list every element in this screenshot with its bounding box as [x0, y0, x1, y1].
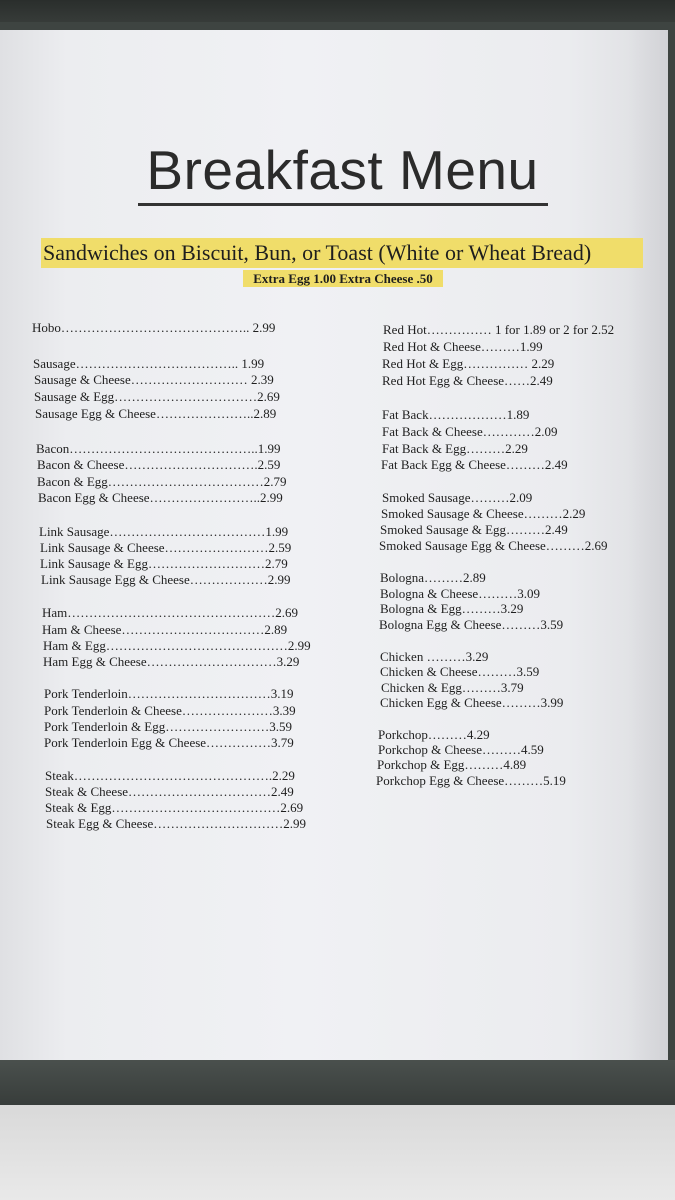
menu-item-left: Hobo…………………………………….. 2.99: [32, 320, 276, 335]
menu-item-right: Chicken & Cheese………3.59: [380, 664, 540, 679]
menu-item-right: Bologna Egg & Cheese………3.59: [379, 617, 564, 632]
menu-item-right: Fat Back & Egg………2.29: [382, 441, 528, 456]
menu-item-left: Steak & Cheese……………………………2.49: [45, 784, 294, 799]
menu-item-left: Sausage & Egg……………………………2.69: [34, 389, 280, 404]
menu-item-right: Porkchop………4.29: [378, 727, 490, 742]
menu-item-right: Fat Back & Cheese…………2.09: [382, 424, 558, 439]
menu-item-right: Porkchop Egg & Cheese………5.19: [376, 773, 566, 788]
menu-subtitle-highlight: Sandwiches on Biscuit, Bun, or Toast (White or Wheat Bread): [41, 238, 643, 268]
menu-item-left: Ham…………………………………………2.69: [42, 605, 299, 620]
menu-item-left: Ham Egg & Cheese…………………………3.29: [43, 654, 300, 669]
menu-item-left: Steak & Egg…………………………………2.69: [45, 800, 304, 815]
menu-item-left: Bacon & Cheese………………………….2.59: [37, 457, 281, 472]
menu-item-left: Bacon Egg & Cheese……………………..2.99: [38, 490, 283, 505]
menu-item-right: Fat Back Egg & Cheese………2.49: [381, 457, 568, 472]
menu-item-right: Chicken ………3.29: [380, 649, 489, 664]
menu-item-right: Smoked Sausage & Egg………2.49: [380, 522, 568, 537]
menu-item-left: Bacon……………………………………..1.99: [36, 441, 281, 456]
menu-item-left: Sausage & Cheese……………………… 2.39: [34, 372, 274, 387]
menu-item-left: Steak……………………………………….2.29: [45, 768, 295, 783]
menu-extras-highlight: Extra Egg 1.00 Extra Cheese .50: [243, 270, 443, 287]
title-underline: [138, 203, 548, 206]
menu-item-right: Chicken Egg & Cheese………3.99: [380, 695, 564, 710]
menu-item-left: Sausage……………………………….. 1.99: [33, 356, 265, 371]
menu-item-left: Ham & Cheese……………………………2.89: [42, 622, 288, 637]
menu-item-right: Bologna & Cheese………3.09: [380, 586, 540, 601]
menu-item-left: Pork Tenderloin Egg & Cheese……………3.79: [44, 735, 294, 750]
menu-item-left: Ham & Egg……………………………………2.99: [43, 638, 311, 653]
menu-item-right: Porkchop & Egg………4.89: [377, 757, 527, 772]
menu-item-right: Red Hot & Cheese………1.99: [383, 339, 543, 354]
menu-item-right: Red Hot…………… 1 for 1.89 or 2 for 2.52: [383, 322, 615, 337]
menu-item-left: Pork Tenderloin & Egg……………………3.59: [44, 719, 293, 734]
menu-item-left: Steak Egg & Cheese…………………………2.99: [46, 816, 306, 831]
menu-item-left: Link Sausage………………………………1.99: [39, 524, 289, 539]
menu-item-right: Bologna & Egg………3.29: [380, 601, 524, 616]
menu-item-right: Porkchop & Cheese………4.59: [378, 742, 544, 757]
menu-item-left: Pork Tenderloin & Cheese…………………3.39: [44, 703, 296, 718]
menu-item-right: Fat Back………………1.89: [382, 407, 530, 422]
table-surface: [0, 1105, 675, 1200]
menu-item-left: Link Sausage & Egg………………………2.79: [40, 556, 288, 571]
menu-item-left: Pork Tenderloin……………………………3.19: [44, 686, 294, 701]
menu-item-left: Link Sausage Egg & Cheese………………2.99: [41, 572, 291, 587]
menu-item-left: Sausage Egg & Cheese…………………..2.89: [35, 406, 277, 421]
menu-item-right: Smoked Sausage Egg & Cheese………2.69: [379, 538, 608, 553]
menu-item-left: Bacon & Egg………………………………2.79: [37, 474, 287, 489]
menu-title: Breakfast Menu: [146, 139, 539, 201]
menu-item-right: Red Hot & Egg…………… 2.29: [382, 356, 555, 371]
menu-item-right: Smoked Sausage & Cheese………2.29: [381, 506, 586, 521]
menu-item-right: Red Hot Egg & Cheese……2.49: [382, 373, 553, 388]
menu-item-right: Bologna………2.89: [380, 570, 486, 585]
menu-item-right: Chicken & Egg………3.79: [381, 680, 524, 695]
menu-item-right: Smoked Sausage………2.09: [382, 490, 533, 505]
menu-item-left: Link Sausage & Cheese……………………2.59: [40, 540, 292, 555]
